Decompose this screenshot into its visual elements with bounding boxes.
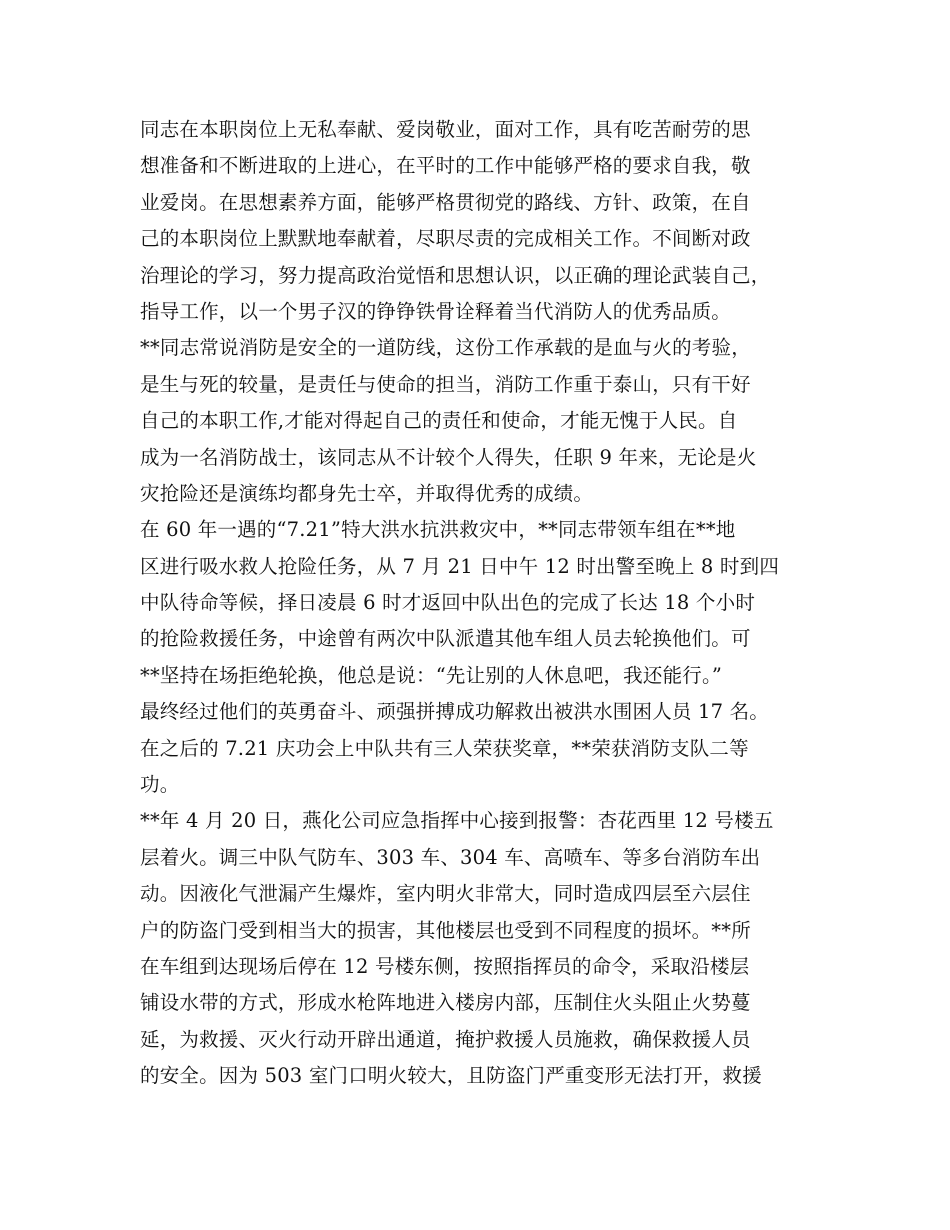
text-line: 灾抢险还是演练均都身先士卒，并取得优秀的成绩。 [140, 481, 594, 505]
text-line: 想准备和不断进取的上进心，在平时的工作中能够严格的要求自我，敬 [140, 154, 751, 178]
text-line: 户的防盗门受到相当大的损害，其他楼层也受到不同程度的损坏。**所 [140, 918, 751, 942]
text-line: 同志在本职岗位上无私奉献、爱岗敬业，面对工作，具有吃苦耐劳的思 [140, 118, 751, 141]
text-line: 中队待命等候，择日凌晨 6 时才返回中队出色的完成了长达 18 个小时 [140, 591, 756, 615]
text-line: 功。 [140, 773, 180, 797]
text-line: 自己的本职工作,才能对得起自己的责任和使命，才能无愧于人民。自 [140, 409, 738, 433]
text-line: **坚持在场拒绝轮换，他总是说：“先让别的人休息吧，我还能行。” [140, 663, 723, 687]
text-line: 动。因液化气泄漏产生爆炸，室内明火非常大，同时造成四层至六层住 [140, 882, 751, 906]
text-line: 的抢险救援任务，中途曾有两次中队派遣其他车组人员去轮换他们。可 [140, 627, 751, 651]
text-line: 成为一名消防战士，该同志从不计较个人得失，任职 9 年来，无论是火 [140, 445, 757, 469]
text-line: 的安全。因为 503 室门口明火较大，且防盗门严重变形无法打开，救援 [140, 1064, 762, 1088]
text-line: **年 4 月 20 日，燕化公司应急指挥中心接到报警：杏花西里 12 号楼五 [140, 809, 774, 833]
text-line: 区进行吸水救人抢险任务，从 7 月 21 日中午 12 时出警至晚上 8 时到四 [140, 554, 780, 578]
text-line: 层着火。调三中队气防车、303 车、304 车、高喷车、等多台消防车出 [140, 845, 761, 869]
text-line: 己的本职岗位上默默地奉献着，尽职尽责的完成相关工作。不间断对政 [140, 227, 751, 251]
body-text [140, 112, 840, 1095]
text-line: 最终经过他们的英勇奋斗、顽强拼搏成功解救出被洪水围困人员 17 名。 [140, 700, 770, 724]
text-line: 延，为救援、灭火行动开辟出通道，掩护救援人员施救，确保救援人员 [140, 1027, 751, 1051]
text-line: 在之后的 7.21 庆功会上中队共有三人荣获奖章，**荣获消防支队二等 [140, 736, 749, 760]
text-line: 业爱岗。在思想素养方面，能够严格贯彻党的路线、方针、政策，在自 [140, 190, 751, 214]
text-line: 在车组到达现场后停在 12 号楼东侧，按照指挥员的命令，采取沿楼层 [140, 954, 750, 978]
text-line: 指导工作，以一个男子汉的铮铮铁骨诠释着当代消防人的优秀品质。 [140, 299, 732, 323]
text-line: 铺设水带的方式，形成水枪阵地进入楼房内部，压制住火头阻止火势蔓 [140, 991, 751, 1015]
text-line: 是生与死的较量，是责任与使命的担当，消防工作重于泰山，只有干好 [140, 372, 751, 396]
text-line: 在 60 年一遇的“7.21”特大洪水抗洪救灾中，**同志带领车组在**地 [140, 518, 736, 542]
text-line: **同志常说消防是安全的一道防线，这份工作承载的是血与火的考验， [140, 336, 751, 360]
text-line: 治理论的学习，努力提高政治觉悟和思想认识，以正确的理论武装自己， [140, 263, 771, 287]
